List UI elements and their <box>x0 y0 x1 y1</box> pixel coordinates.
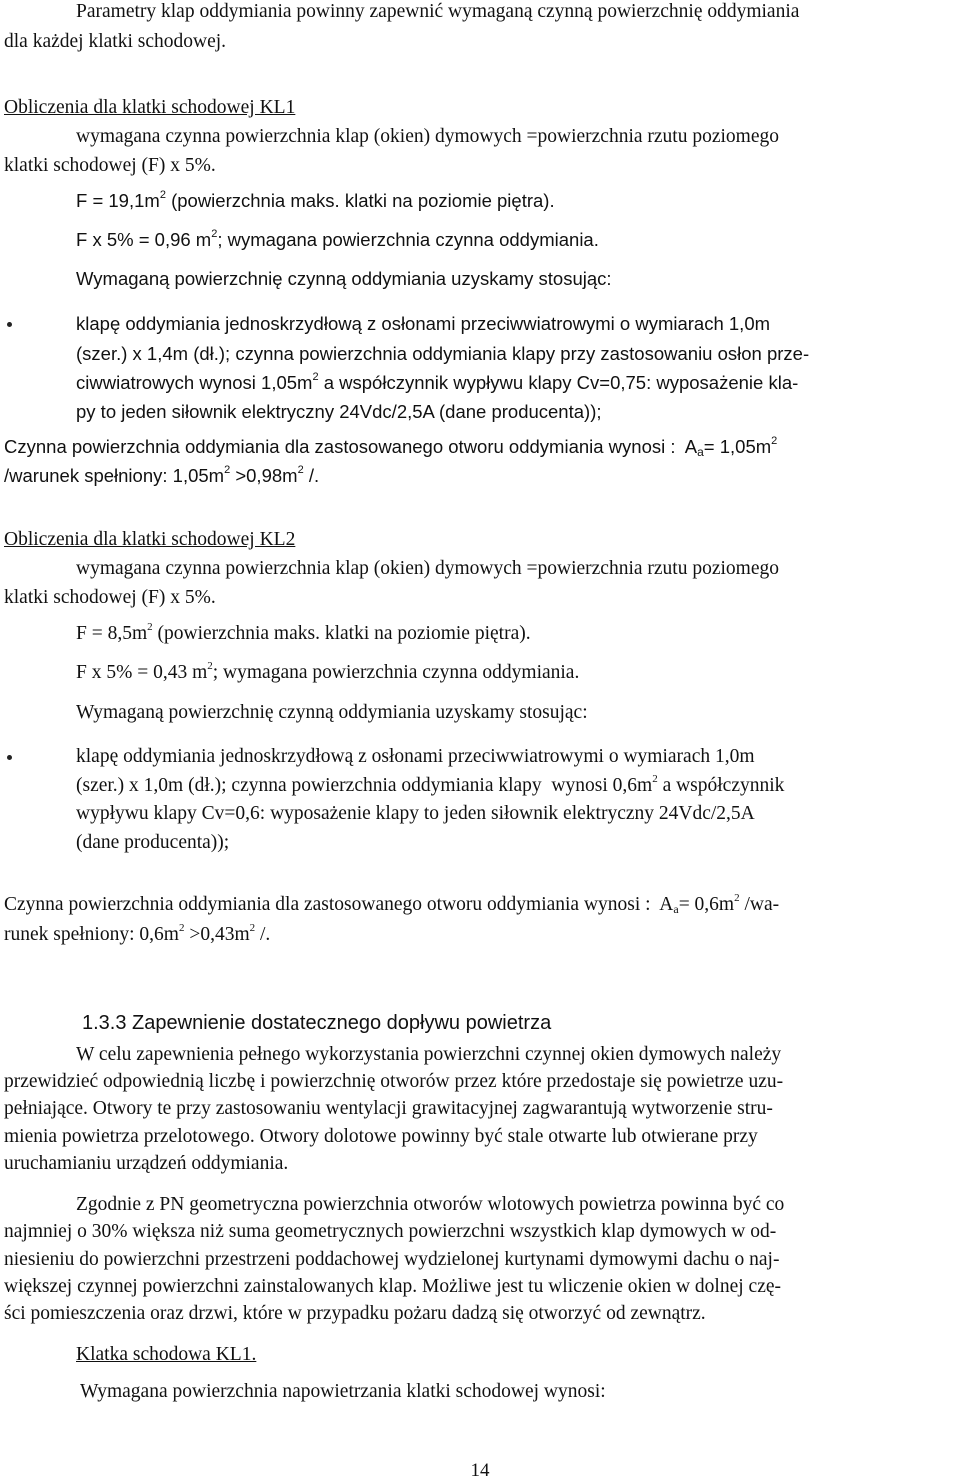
kl1-heading: Obliczenia dla klatki schodowej KL1 <box>4 97 296 118</box>
kl1-bullet-line: klapę oddymiania jednoskrzydłową z osłonami przeciwwiatrowymi o wymiarach 1,0m <box>76 313 771 334</box>
kl2-bullet-line: wypływu klapy Cv=0,6: wyposażenie klapy to jeden siłownik elektryczny 24Vdc/2,5A <box>76 803 755 824</box>
paragraph-line: W celu zapewnienia pełnego wykorzystania powierzchni czynnej okien dymowych należy <box>76 1044 782 1065</box>
kl1-bullet-line: py to jeden siłownik elektryczny 24Vdc/2,5A (dane producenta)); <box>76 401 602 422</box>
kl1-obtain-text: Wymaganą powierzchnię czynną oddymiania uzyskamy stosując: <box>76 268 612 289</box>
bullet-icon <box>7 322 12 327</box>
kl2-bullet-line: klapę oddymiania jednoskrzydłową z osłonami przeciwwiatrowymi o wymiarach 1,0m <box>76 746 755 767</box>
paragraph-line: pełniające. Otwory te przy zastosowaniu wentylacji grawitacyjnej zagwarantują wytworzenie stru- <box>4 1098 773 1119</box>
kl2-obtain-text: Wymaganą powierzchnię czynną oddymiania uzyskamy stosując: <box>76 702 588 723</box>
bullet-icon <box>7 755 12 760</box>
kl1-requirement: wymagana czynna powierzchnia klap (okien) dymowych =powierzchnia rzutu poziomego <box>76 126 779 147</box>
kl1-requirement: klatki schodowej (F) x 5%. <box>4 155 216 176</box>
intro-line: dla każdej klatki schodowej. <box>4 31 227 52</box>
kl1-result: Czynna powierzchnia oddymiania dla zastosowanego otworu oddymiania wynosi : $A_a= 1,05m^2$ <box>4 435 778 459</box>
intro-line: Parametry klap oddymiania powinny zapewnić wymaganą czynną powierzchnię oddymiania <box>76 1 800 22</box>
paragraph-line: ści pomieszczenia oraz drzwi, które w przypadku pożaru dadzą się otworzyć od zewnątrz. <box>4 1303 706 1324</box>
paragraph-line: Zgodnie z PN geometryczna powierzchnia otworów wlotowych powietrza powinna być co <box>76 1194 785 1215</box>
section-heading: 1.3.3 Zapewnienie dostatecznego dopływu powietrza <box>82 1012 552 1034</box>
paragraph-line: niesieniu do powierzchni przestrzeni poddachowej wydzielonej kurtynami dymowymi dachu o naj- <box>4 1249 780 1270</box>
kl1-bullet-line: (szer.) x 1,4m (dł.); czynna powierzchnia oddymiania klapy przy zastosowaniu osłon prze- <box>76 343 810 364</box>
kl1-result: /warunek spełniony: $1,05m^2 >0,98m^2$ /. <box>4 464 320 486</box>
kl2-requirement: klatki schodowej (F) x 5%. <box>4 587 216 608</box>
kl2-heading: Obliczenia dla klatki schodowej KL2 <box>4 529 296 550</box>
page-number: 14 <box>470 1460 490 1481</box>
kl1-bullet-line: ciwwiatrowych wynosi $1,05m^2$ a współczynnik wypływu klapy Cv=0,75: wyposażenie kla- <box>76 371 799 393</box>
kl1-required-area: F x 5% = 0,96 $m^2$; wymagana powierzchnia czynna oddymiania. <box>76 228 599 250</box>
paragraph-line: przewidzieć odpowiednią liczbę i powierzchnię otworów przez które przedostaje się powietrze uzu- <box>4 1071 784 1092</box>
paragraph-line: Wymagana powierzchnia napowietrzania klatki schodowej wynosi: <box>80 1381 606 1402</box>
paragraph-line: większej czynnej powierzchni zainstalowanych klap. Możliwe jest tu wliczenie okien w dolnej czę- <box>4 1276 782 1297</box>
kl1-area-formula: $F = 19,1m^2$ (powierzchnia maks. klatki na poziomie piętra). <box>76 189 555 211</box>
kl2-result: runek spełniony: $0,6m^2 >0,43m^2$ /. <box>4 922 271 945</box>
kl2-requirement: wymagana czynna powierzchnia klap (okien) dymowych =powierzchnia rzutu poziomego <box>76 558 779 579</box>
subheading-kl1: Klatka schodowa KL1. <box>76 1344 257 1365</box>
paragraph-line: mienia powietrza przelotowego. Otwory dolotowe powinny być stale otwarte lub otwierane przy <box>4 1126 758 1147</box>
kl2-required-area: F x 5% = 0,43 $m^2$; wymagana powierzchnia czynna oddymiania. <box>76 660 580 683</box>
kl2-bullet-line: (szer.) x 1,0m (dł.); czynna powierzchnia oddymiania klapy wynosi $0,6m^2$ a współczynnik <box>76 773 785 796</box>
kl2-result: Czynna powierzchnia oddymiania dla zastosowanego otworu oddymiania wynosi : $A_a= 0,6m^2$ /wa- <box>4 892 780 916</box>
paragraph-line: uruchamianiu urządzeń oddymiania. <box>4 1153 289 1174</box>
kl2-area-formula: $F = 8,5m^2$ (powierzchnia maks. klatki na poziomie piętra). <box>76 621 531 644</box>
paragraph-line: najmniej o 30% większa niż suma geometrycznych powierzchni wszystkich klap dymowych w od- <box>4 1221 777 1242</box>
kl2-bullet-line: (dane producenta)); <box>76 832 230 853</box>
